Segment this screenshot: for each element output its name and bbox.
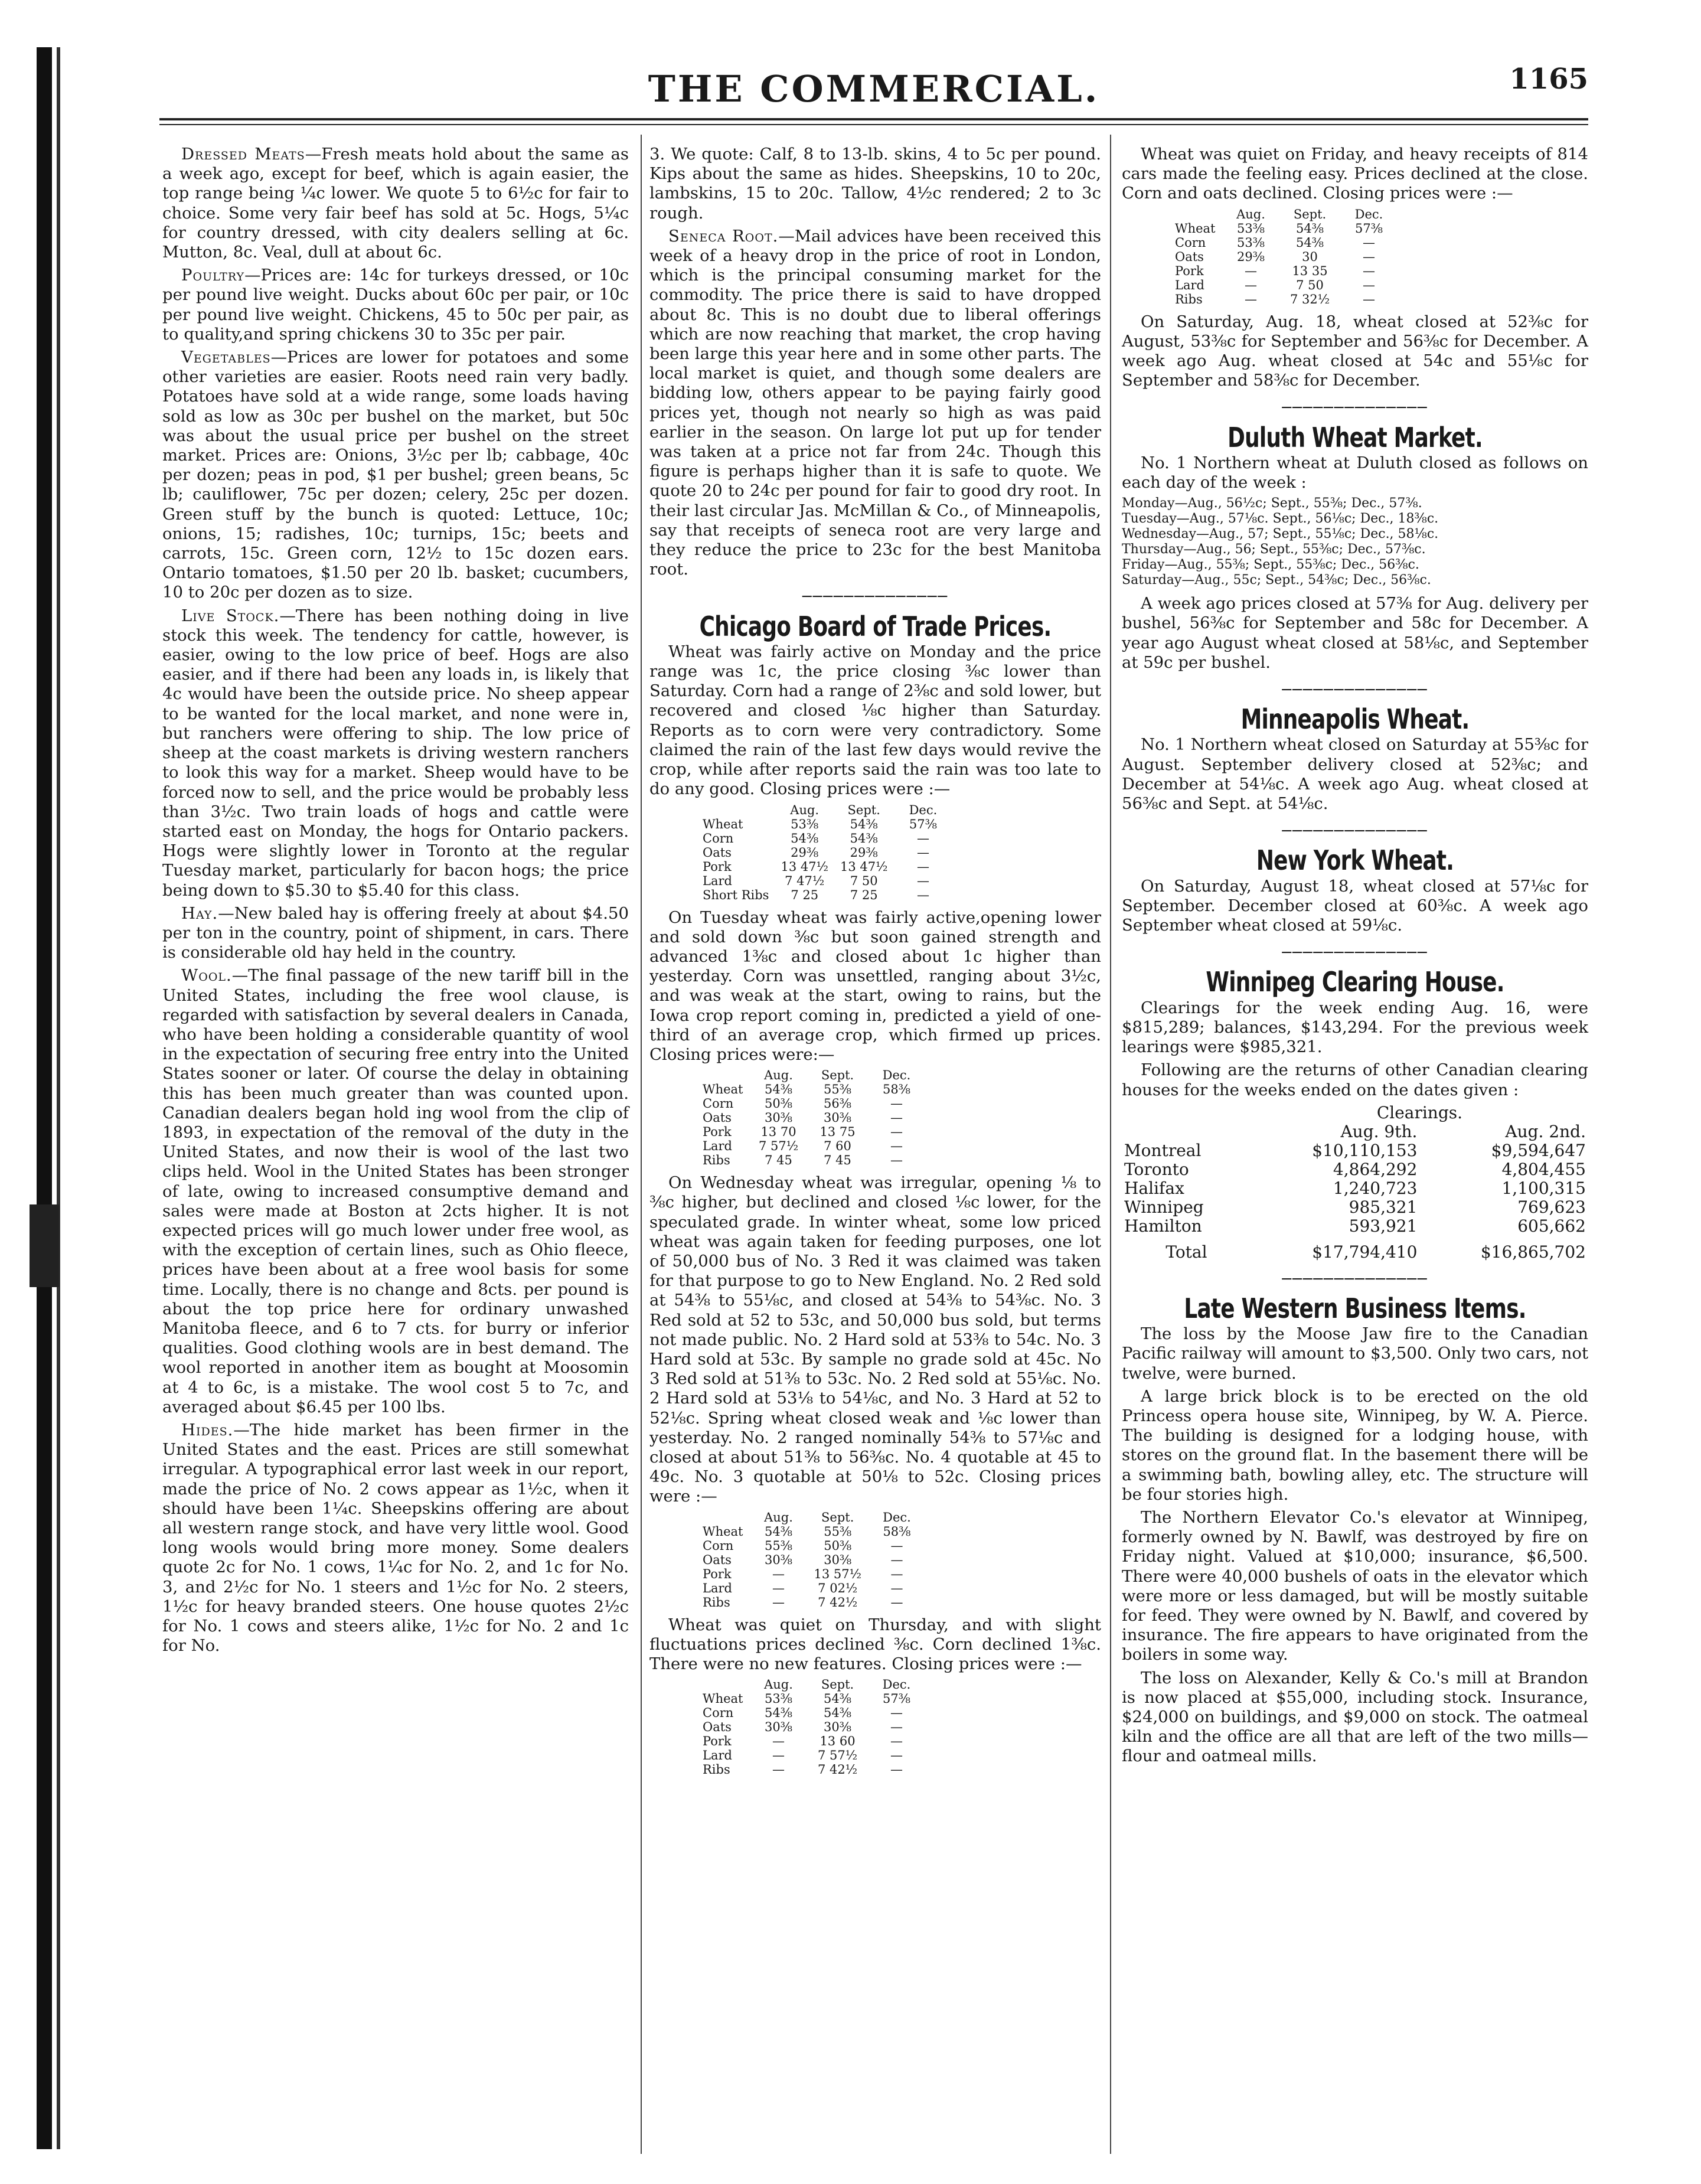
table-row: Montreal $10,110,153 $9,594,647 [1124,1140,1586,1160]
table-row: Pork — 13 57½ — [703,1566,903,1581]
header-rule [159,118,1588,120]
table-row: Wheat 53⅜ 54⅜ 57⅜ [1175,221,1383,236]
table-row: Corn 55⅜ 50⅜ — [703,1538,903,1553]
table-row: Short Ribs 7 25 7 25 — [703,887,929,902]
table-row: Wheat 53⅜ 54⅜ 57⅜ [703,817,937,831]
table-row: Pork 13 70 13 75 — [703,1125,903,1140]
chicago-thursday: Wheat was quiet on Thursday, and with slight fluctuations prices declined ⅜c. Corn declined 1⅜c. There were no new features. Closing prices were :— [649,1615,1101,1673]
section-title-late-western: Late Western Business Items. [1184,1292,1526,1324]
table-row: Wheat 54⅜ 55⅜ 58⅜ [703,1524,911,1539]
list-item: Thursday—Aug., 56; Sept., 55⅜c; Dec., 57⅜c. [1122,542,1426,557]
price-table-tuesday: Aug. Sept. Dec. Wheat 54⅜ 55⅜ 58⅜ Corn 50⅜ 56⅜ — Oats 30⅜ 30⅜ — Pork 13 70 13 75 — Lard 7 57½ 7 60 — Ribs 7 45 7 45 — [697,1068,926,1167]
hides-continued: 3. We quote: Calf, 8 to 13-lb. skins, 4 to 5c per pound. Kips about the same as hides. Sheepskins, 10 to 20c, lambskins, 15 to 20c. Tallow, 4½c rendered; 2 to 3c rough. [649,145,1101,223]
list-item: Saturday—Aug., 55c; Sept., 54⅜c; Dec., 56⅜c. [1122,573,1431,588]
page-number: 1165 [1509,63,1588,96]
clearings-table: Clearings. Aug. 9th. Aug. 2nd. Montreal $10,110,153 $9,594,647 Toronto 4,864,292 4,804,455 Halifax 1,240,723 1,100,315 Winnipeg 985,321 769,623 Hamilton 593,921 605,662 Total $17,794,410 $16,865,702 [1122,1104,1588,1262]
section-divider [649,587,1101,607]
price-table-monday: Aug. Sept. Dec. Wheat 53⅜ 54⅜ 57⅜ Corn 54⅜ 54⅜ — Oats 29⅜ 29⅜ — Pork 13 47½ 13 47½ — Lard 7 47½ 7 50 — Short Ribs 7 25 7 25 — [697,803,952,902]
section-divider [1122,944,1588,963]
winnipeg-clearing-text: Clearings for the week ending Aug. 16, were $815,289; balances, $143,294. For the previous week learings were $985,321. [1122,998,1588,1057]
price-table-thursday: Aug. Sept. Dec. Wheat 53⅜ 54⅜ 57⅜ Corn 54⅜ 54⅜ — Oats 30⅜ 30⅜ — Pork — 13 60 — Lard — 7 57½ — Ribs — 7 42½ — [697,1677,926,1777]
chicago-saturday: On Saturday, Aug. 18, wheat closed at 52⅜c for August, 53⅜c for September and 56⅜c for December. A week ago Aug. wheat closed at 54c and 55⅛c for September and 58⅜c for December. [1122,312,1588,390]
section-divider [1122,681,1588,700]
table-row: Ribs — 7 32½ — [1175,292,1375,306]
table-row: Oats 30⅜ 30⅜ — [703,1552,903,1567]
table-row: Lard — 7 50 — [1175,278,1375,292]
article-hay: Hay.—New baled hay is offering freely at about $4.50 per ton in the country, point of shipment, in cars. There is considerable old hay held in the country. [162,903,629,962]
section-divider [1122,399,1588,418]
table-row: Ribs — 7 42½ — [703,1762,903,1777]
table-row: Oats 30⅜ 30⅜ — [703,1111,903,1125]
table-row: Wheat 54⅜ 55⅜ 58⅜ [703,1082,911,1097]
chicago-tuesday: On Tuesday wheat was fairly active,opening lower and sold down ⅜c but soon gained strength and advanced 1⅜c and closed about 1c higher than yesterday. Corn was unsettled, ranging about 3½c, and was weak at the start, owing to rains, but the Iowa crop report coming in, predicted a yield of one-third of an average crop, which firmed up prices. Closing prices were:— [649,907,1101,1064]
chicago-friday: Wheat was quiet on Friday, and heavy receipts of 814 cars made the feeling easy. Prices declined at the close. Corn and oats declined. Closing prices were :— [1122,145,1588,203]
late-item: A large brick block is to be erected on the old Princess opera house site, Winnipeg, by W. A. Pierce. The building is designed for a lodging house, with stores on the ground flat. In the basement there will be a swimming bath, bowling alley, etc. The structure will be four stories high. [1122,1386,1588,1504]
table-row: Lard — 7 02½ — [703,1581,903,1595]
table-row: Pork — 13 60 — [703,1734,903,1749]
section-title-duluth: Duluth Wheat Market. [1227,421,1483,453]
article-seneca-root: Seneca Root.—Mail advices have been received this week of a heavy drop in the price of root in London, which is the principal consuming market for the commodity. The price there is said to have dropped about 8c. This is no doubt due to liberal offerings which are now reaching that market, the crop having been large this year here and in some other parts. The local market is quiet, and though some dealers are bidding low, others appear to be paying fairly good prices yet, though not nearly so high as was paid earlier in the season. On large lot put up for tender was taken at a price not far from 24c. Though this figure is perhaps higher than it is safe to quote. We quote 20 to 24c per pound for fair to good dry root. In their last circular Jas. McMillan & Co., of Minneapolis, say that receipts of seneca root are very large and they reduce the price to 23c for the best Manitoba root. [649,226,1101,579]
section-divider [1122,822,1588,841]
table-row: Toronto 4,864,292 4,804,455 [1124,1159,1586,1179]
chicago-wednesday: On Wednesday wheat was irregular, opening ⅛ to ⅜c higher, but declined and closed ⅛c lower, for the speculated grade. In winter wheat, some low priced wheat was again taken for feeding purposes, one lot of 50,000 bus of No. 3 Red it was claimed was taken for that purpose to go to New England. No. 2 Red sold at 54⅜ to 55⅛c, and closed at 54⅜ to 54⅜c. No. 3 Red sold at 52 to 53c, and 50,000 bus sold, but terms not made public. No. 2 Hard sold at 53⅜ to 54c. No. 3 Hard sold at 53c. By sample no grade sold at 45c. No 3 Red sold at 51⅜ to 53c. No. 2 Red sold at 55⅛c. No. 2 Hard sold at 53⅛ to 54⅛c, and No. 3 Hard at 52 to 52⅛c. Spring wheat closed weak and ⅛c lower than yesterday. No. 2 ranged nominally 54⅜ to 57⅛c and closed at about 51⅜ to 56⅜c. No. 4 quotable at 45 to 49c. No. 3 quotable at 50⅛ to 52c. Closing prices were :— [649,1173,1101,1506]
table-row: Winnipeg 985,321 769,623 [1124,1197,1586,1217]
list-item: Wednesday—Aug., 57; Sept., 55⅛c; Dec., 58⅛c. [1122,527,1439,542]
late-item: The Northern Elevator Co.'s elevator at Winnipeg, formerly owned by N. Bawlf, was destroyed by fire on Friday night. Valued at $10,000; insurance, $6,500. There were 40,000 bushels of oats in the elevator which were more or less damaged, but will be mostly suitable for feed. They were owned by N. Bawlf, and covered by insurance. The fire appears to have originated from the boilers in some way. [1122,1507,1588,1664]
duluth-daily-list [1122,496,1588,588]
section-divider [1122,1270,1588,1289]
table-row: Corn 53⅜ 54⅜ — [1175,235,1375,250]
table-row: Wheat 53⅜ 54⅜ 57⅜ [703,1692,911,1706]
price-table-friday: Aug. Sept. Dec. Wheat 53⅜ 54⅜ 57⅜ Corn 53⅜ 54⅜ — Oats 29⅜ 30 — Pork — 13 35 — Lard — 7 50 — Ribs — 7 32½ — [1169,207,1399,306]
section-title-newyork: New York Wheat. [1256,844,1454,877]
list-item: Monday—Aug., 56½c; Sept., 55⅜; Dec., 57⅜. [1122,496,1422,511]
spine-mark [30,1204,59,1287]
page-header [159,57,1588,110]
column-rule-1 [641,135,642,2154]
list-item: Tuesday—Aug., 57⅛c. Sept., 56⅛c; Dec., 18⅜c. [1122,511,1439,527]
duluth-intro: No. 1 Northern wheat at Duluth closed as follows on each day of the week : [1122,453,1588,492]
article-dressed-meats: Dressed Meats—Fresh meats hold about the same as a week ago, except for beef, which is again easier, the top range being ¼c lower. We quote 5 to 6½c for fair to choice. Some very fair beef has sold at 5c. Hogs, 5¼c for country dressed, with city dealers selling at 6c. Mutton, 8c. Veal, dull at about 6c. [162,145,629,262]
column-1 [162,145,629,1659]
table-row: Pork 13 47½ 13 47½ — [703,859,929,874]
table-row: Ribs 7 45 7 45 — [703,1153,903,1168]
article-live-stock: Live Stock.—There has been nothing doing in live stock this week. The tendency for cattle, however, is easier, owing to the low price of beef. Hogs are also easier, and if there had been any loads in, is likely that 4c would have been the outside price. No sheep appear to be wanted for the local market, and none were in, but ranchers were offering to ship. The low price of sheep at the coast markets is driving western ranchers to look this way for a market. Sheep would have to be forced now to sell, and the price would be probably less than 3½c. Two train loads of hogs and cattle were started east on Monday, the hogs for Ontario packers. Hogs were slightly lower in Toronto at the regular Tuesday market, particularly for bacon hogs; the price being down to $5.30 to $5.40 for this class. [162,606,629,900]
table-row: Oats 29⅜ 29⅜ — [703,845,929,860]
table-row-total: Total $17,794,410 $16,865,702 [1165,1242,1586,1262]
table-row: Lard 7 57½ 7 60 — [703,1139,903,1154]
column-rule-2 [1110,135,1111,2154]
table-row: Ribs — 7 42½ — [703,1595,903,1610]
duluth-summary: A week ago prices closed at 57⅜ for Aug. delivery per bushel, 56⅜c for September and 58c for December. A year ago August wheat closed at 58⅛c, and September at 59c per bushel. [1122,594,1588,672]
winnipeg-clearing-text-2: Following are the returns of other Canadian clearing houses for the weeks ended on the dates given : [1122,1060,1588,1099]
table-row: Hamilton 593,921 605,662 [1124,1216,1586,1236]
article-hides: Hides.—The hide market has been firmer in the United States and the east. Prices are still somewhat irregular. A typographical error last week in our report, made the price of No. 2 cows appear as 1½c, when it should have been 1¼c. Sheepskins offering are about all western range stock, and have very little wool. Good long wools would bring more money. Some dealers quote 2c for No. 1 cows, 1¼c for No. 2, and 1c for No. 3, and 2½c for No. 1 steers and 1½c for No. 2 steers, 1½c for heavy branded steers. One house quotes 2½c for No. 1 cows and steers alike, 1½c for No. 2 and 1c for No. [162,1421,629,1656]
newyork-text: On Saturday, August 18, wheat closed at 57⅛c for September. December closed at 60⅜c. A week ago September wheat closed at 59⅛c. [1122,876,1588,935]
table-row: Corn 50⅜ 56⅜ — [703,1096,903,1111]
late-item: The loss on Alexander, Kelly & Co.'s mill at Brandon is now placed at $55,000, including stock. Insurance, $24,000 on buildings, and $9,000 on stock. The oatmeal kiln and the office are all that are left of the two mills—flour and oatmeal mills. [1122,1668,1588,1766]
table-row: Lard — 7 57½ — [703,1748,903,1763]
late-item: The loss by the Moose Jaw fire to the Canadian Pacific railway will amount to $3,500. Only two cars, not twelve, were burned. [1122,1324,1588,1383]
table-row: Pork — 13 35 — [1175,263,1375,278]
article-wool: Wool.—The final passage of the new tariff bill in the United States, including the free wool clause, is regarded with satisfaction by several dealers in Canada, who have been holding a considerable quantity of wool in the expectation of securing free entry into the United States sooner or later. Of course the delay in obtaining this has been much greater than was counted upon. Canadian dealers began hold ing wool from the clip of 1893, in expectation of the removal of the duty in the United States, and now their is wool of the last two clips held. Wool in the United States has been stronger of late, owing to increased consumptive demand and sales were made at Boston at 2cts higher. It is not expected prices will go much lower under free wool, as with the exception of certain lines, such as Ohio fleece, prices have been about at a free wool basis for some time. Locally, there is no change and 8cts. per pound is about the top price here for ordinary unwashed Manitoba fleece, and 6 to 7 cts. for burry or inferior qualities. Good clothing wools are in best demand. The wool reported in another item as bought at Moosomin at 4 to 6c, is a mistake. The wool cost 5 to 7c, and averaged about $6.45 per 100 lbs. [162,966,629,1416]
table-row: Halifax 1,240,723 1,100,315 [1124,1178,1586,1198]
header-rule-thin [159,124,1588,125]
price-table-wednesday: Aug. Sept. Dec. Wheat 54⅜ 55⅜ 58⅜ Corn 55⅜ 50⅜ — Oats 30⅜ 30⅜ — Pork — 13 57½ — Lard — 7 02½ — Ribs — 7 42½ — [697,1510,926,1610]
masthead: THE COMMERCIAL. [648,67,1100,110]
section-title-chicago: Chicago Board of Trade Prices. [699,610,1052,642]
article-poultry: Poultry—Prices are: 14c for turkeys dressed, or 10c per pound live weight. Ducks about 60c per pair, or 10c per pound live weight. Chickens, 45 to 50c per pair, as to quality,and spring chickens 30 to 35c per pair. [162,266,629,344]
column-2 [649,145,1101,1783]
binding-edge [37,47,52,2149]
section-title-winnipeg-clearing: Winnipeg Clearing House. [1206,966,1504,998]
section-title-minneapolis: Minneapolis Wheat. [1240,703,1470,736]
binding-edge-line [57,47,60,2149]
article-vegetables: Vegetables—Prices are lower for potatoes and some other varieties are easier. Roots need rain very badly. Potatoes have sold at a wide range, some loads having sold as low as 30c per bushel on the market, but 50c was about the usual price per bushel on the street market. Prices are: Onions, 3½c per lb; cabbage, 40c per dozen; peas in pod, $1 per bushel; green beans, 5c lb; cauliflower, 75c per dozen; celery, 25c per dozen. Green stuff by the bunch is quoted: Lettuce, 10c; onions, 15; radishes, 10c; turnips, 15c; beets and carrots, 15c. Green corn, 12½ to 15c dozen ears. Ontario tomatoes, $1.50 per 20 lb. basket; cucumbers, 10 to 20c per dozen as to size. [162,348,629,602]
list-item: Friday—Aug., 55⅜; Sept., 55⅜c; Dec., 56⅜c. [1122,557,1419,573]
table-row: Corn 54⅜ 54⅜ — [703,1706,903,1721]
minneapolis-text: No. 1 Northern wheat closed on Saturday at 55⅜c for August. September delivery closed at 52⅜c; and December at 54⅛c. A week ago Aug. wheat closed at 56⅜c and Sept. at 54⅛c. [1122,735,1588,814]
table-row: Oats 29⅜ 30 — [1175,249,1375,264]
table-row: Oats 30⅜ 30⅜ — [703,1720,903,1735]
column-3 [1122,145,1588,1770]
table-row: Lard 7 47½ 7 50 — [703,873,929,888]
chicago-monday: Wheat was fairly active on Monday and the price range was 1c, the price closing ⅜c lower than Saturday. Corn had a range of 2⅜c and sold lower, but recovered and closed ⅛c higher than Saturday. Reports as to corn were very contradictory. Some claimed the rain of the last few days would revive the crop, while after reports said the rain was too late to do any good. Closing prices were :— [649,642,1101,799]
table-row: Corn 54⅜ 54⅜ — [703,831,929,845]
